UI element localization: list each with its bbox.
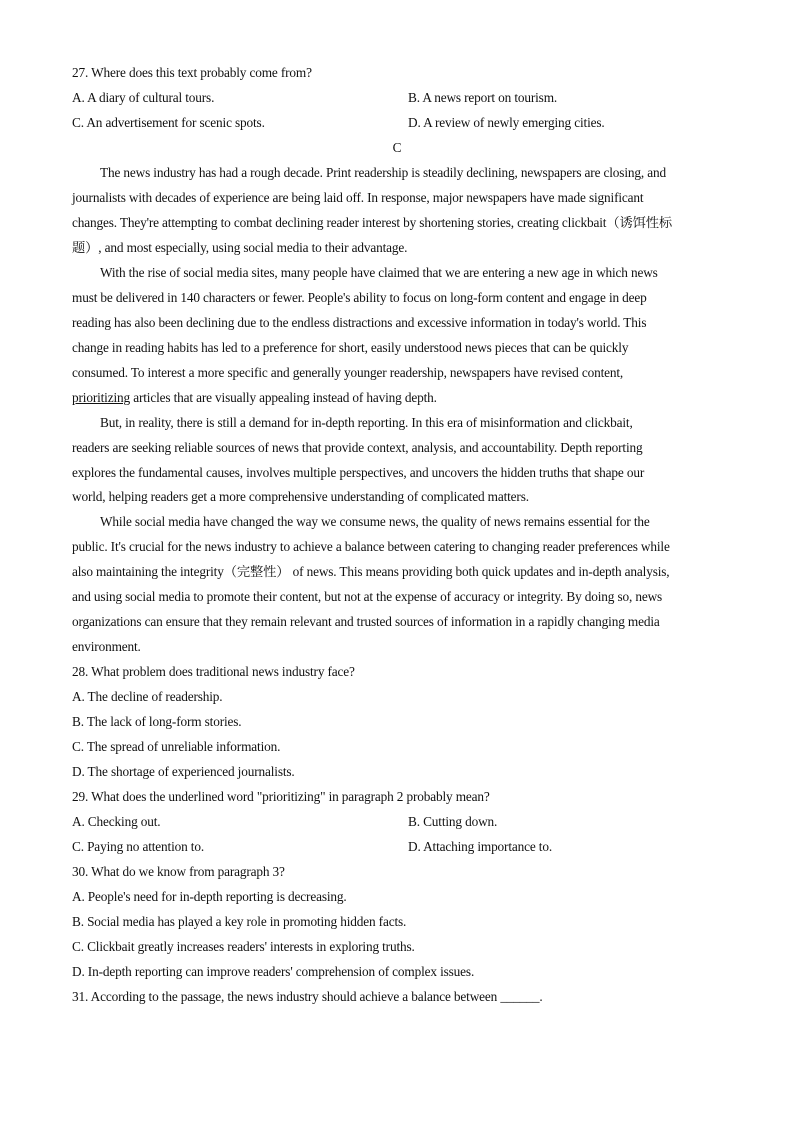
text-line [72, 564, 669, 580]
text-line [72, 440, 643, 456]
text-line [72, 315, 646, 331]
text-line [72, 889, 347, 905]
line-text: explores the fundamental causes, involves multiple perspectives, and uncovers the hidden truths that shape our [72, 464, 645, 480]
line-text: world, helping readers get a more comprehensive understanding of complicated matters. [72, 489, 529, 505]
line-text: 30. What do we know from paragraph 3? [72, 864, 285, 880]
text-line [100, 265, 658, 281]
text-line [72, 639, 141, 655]
line-text: D. In-depth reporting can improve readers' comprehension of complex issues. [72, 963, 475, 979]
line-text: changes. They're attempting to combat declining reader interest by shortening stories, creating clickbait（诱饵性标 [72, 214, 673, 230]
underlined-word: prioritizing [72, 389, 131, 405]
option-second-column: D. A review of newly emerging cities. [408, 114, 605, 130]
text-line [72, 689, 222, 705]
text-line [72, 964, 474, 980]
text-line [72, 839, 553, 855]
line-text: reading has also been declining due to the endless distractions and excessive information in today's world. This [72, 314, 647, 330]
text-line [72, 240, 407, 256]
text-line [72, 539, 670, 555]
line-text: 28. What problem does traditional news industry face? [72, 664, 355, 680]
text-line [72, 764, 295, 780]
line-text: But, in reality, there is still a demand for in-depth reporting. In this era of misinformation and clickbait, [100, 414, 633, 430]
text-line [72, 489, 529, 505]
line-text: C. An advertisement for scenic spots. [72, 114, 265, 130]
line-text: The news industry has had a rough decade. Print readership is steadily declining, newspapers are closing, and [100, 164, 666, 180]
line-text: C. The spread of unreliable information. [72, 739, 281, 755]
text-line [72, 939, 415, 955]
line-text: and using social media to promote their content, but not at the expense of accuracy or integrity. By doing so, news [72, 589, 663, 605]
line-text: With the rise of social media sites, many people have claimed that we are entering a new age in which news [100, 264, 658, 280]
text-line [72, 65, 312, 81]
text-line [72, 390, 437, 406]
text-line [72, 814, 498, 830]
text-line [72, 215, 672, 231]
line-text: 题）, and most especially, using social media to their advantage. [72, 239, 408, 255]
line-text: C [392, 139, 402, 155]
line-text: A. The decline of readership. [72, 689, 223, 705]
text-line [72, 714, 241, 730]
text-line [72, 340, 628, 356]
line-text: 27. Where does this text probably come from? [72, 65, 312, 80]
line-text: must be delivered in 140 characters or fewer. People's ability to focus on long-form content and engage in deep [72, 289, 647, 305]
text-line [72, 465, 644, 481]
line-text: A. Checking out. [72, 814, 161, 830]
line-text: change in reading habits has led to a preference for short, easily understood news pieces that can be quickly [72, 339, 629, 355]
text-line [72, 739, 280, 755]
line-text: environment. [72, 639, 141, 655]
line-text: also maintaining the integrity（完整性） of news. This means providing both quick updates and in-depth analysis, [72, 564, 670, 580]
line-text: D. The shortage of experienced journalists. [72, 764, 295, 780]
text-line [72, 89, 558, 106]
text-line [72, 365, 623, 381]
line-text: C. Clickbait greatly increases readers' interests in exploring truths. [72, 938, 415, 954]
text-line [72, 614, 660, 630]
line-text: A. People's need for in-depth reporting is decreasing. [72, 889, 347, 904]
line-text: B. Social media has played a key role in promoting hidden facts. [72, 913, 407, 929]
line-text: organizations can ensure that they remain relevant and trusted sources of information in a rapidly changing media [72, 614, 660, 630]
text-line [72, 114, 605, 131]
text-line [72, 290, 647, 306]
line-text: A. A diary of cultural tours. [72, 89, 215, 105]
line-text: readers are seeking reliable sources of news that provide context, analysis, and accountability. Depth reporting [72, 439, 643, 455]
line-text: articles that are visually appealing instead of having depth. [130, 389, 437, 405]
line-text: C. Paying no attention to. [72, 839, 205, 855]
text-line [72, 589, 662, 605]
line-text: public. It's crucial for the news industry to achieve a balance between catering to changing reader preferences while [72, 539, 670, 555]
option-second-column: B. Cutting down. [408, 814, 498, 830]
text-line [72, 789, 490, 805]
line-text: journalists with decades of experience are being laid off. In response, major newspapers have made significant [72, 189, 644, 205]
line-text: While social media have changed the way we consume news, the quality of news remains essential for the [100, 514, 650, 530]
line-text: 31. According to the passage, the news industry should achieve a balance between ______. [72, 988, 543, 1004]
line-text: 29. What does the underlined word "prioritizing" in paragraph 2 probably mean? [72, 789, 490, 805]
text-line [100, 514, 650, 530]
option-second-column: D. Attaching importance to. [408, 839, 553, 855]
line-text: B. The lack of long-form stories. [72, 714, 242, 730]
text-line [100, 415, 633, 431]
text-line [100, 165, 666, 181]
text-line [72, 190, 643, 206]
section-heading [0, 140, 794, 156]
text-line [72, 989, 543, 1005]
option-second-column: B. A news report on tourism. [408, 89, 558, 105]
text-line [72, 864, 285, 880]
line-text: consumed. To interest a more specific and generally younger readership, newspapers have revised content, [72, 364, 624, 380]
text-line [72, 664, 355, 680]
text-line [72, 914, 406, 930]
